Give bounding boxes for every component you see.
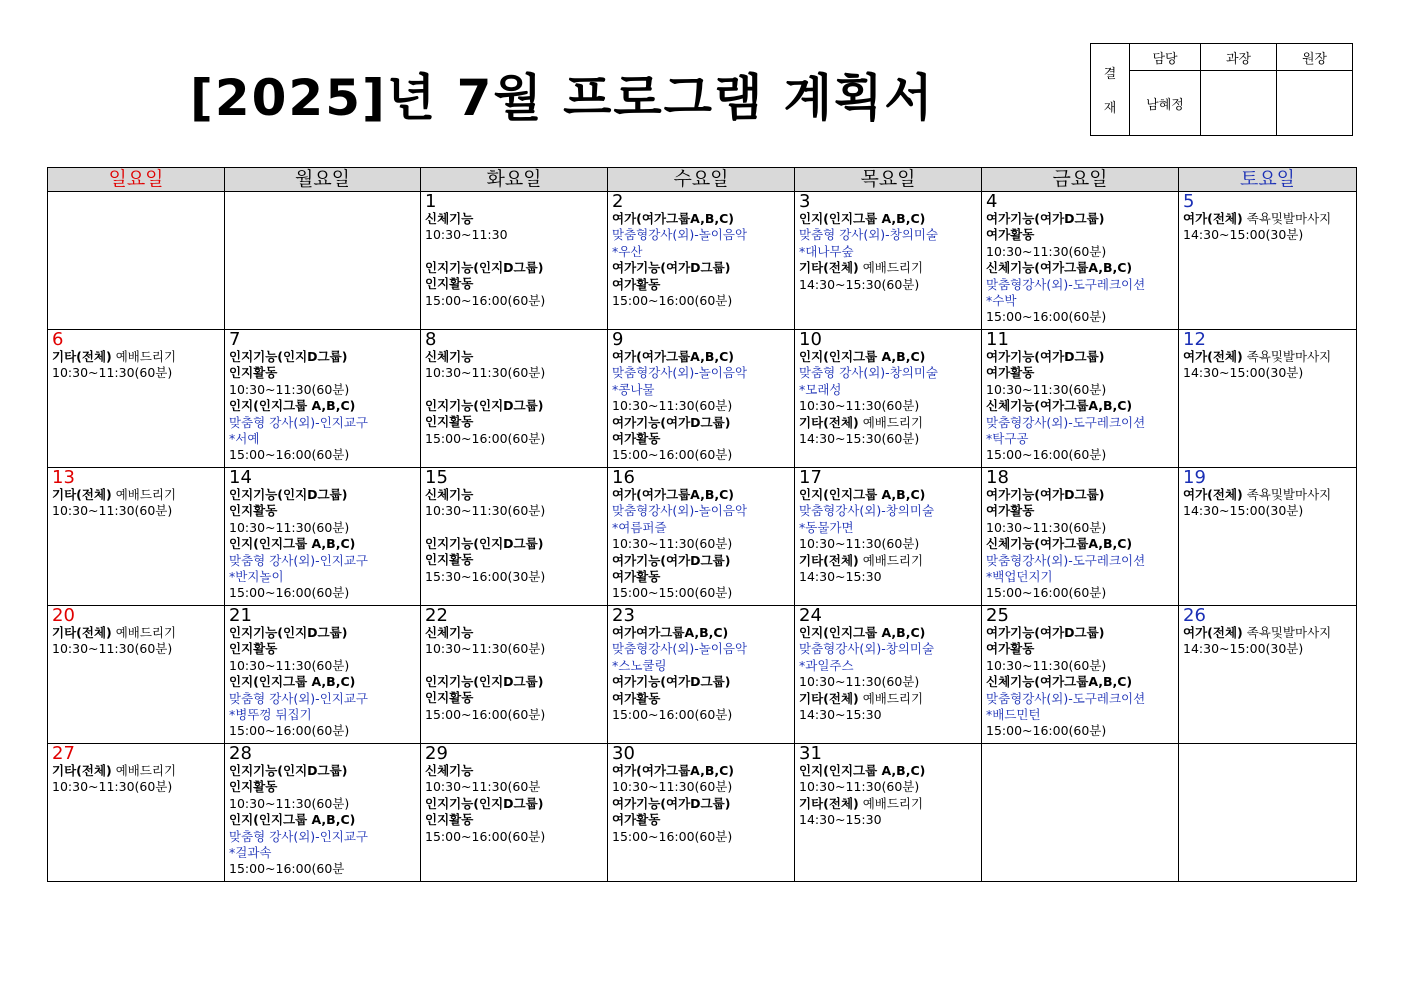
day-number: 16 [612, 467, 635, 488]
instructor-activity: 맞춤형강사(외)-창의미술 [799, 641, 935, 657]
program-category: 기타(전체) [799, 260, 859, 276]
day-number: 6 [52, 329, 64, 350]
program-category: 여가(전체) [1183, 487, 1243, 502]
approval-side-label [1091, 44, 1130, 136]
program-activity: 예배드리기 [111, 349, 177, 364]
program-label: 여가기능(여가D그룹) [986, 349, 1105, 364]
calendar-day-cell [48, 468, 225, 606]
program-label [799, 691, 977, 707]
program-label: 여가기능(여가D그룹) [612, 414, 731, 430]
program-label: 여가기능(여가D그룹) [986, 625, 1105, 640]
program-category: 기타(전체) [52, 487, 112, 502]
program-label: 여가(여가그룹A,B,C) [612, 763, 734, 778]
instructor-activity: 맞춤형 강사(외)-인지교구 [229, 828, 368, 844]
program-label: 여가활동 [986, 641, 1035, 657]
day-number: 19 [1183, 467, 1206, 488]
calendar-day-cell [982, 606, 1179, 744]
line-spacer [425, 382, 603, 398]
program-label [799, 415, 977, 431]
calendar-day-cell [421, 744, 608, 882]
weekday-monday: 월요일 [225, 168, 421, 192]
line-spacer [425, 520, 603, 536]
schedule-time: 10:30~11:30(60분) [52, 779, 173, 795]
program-label: 신체기능 [425, 763, 474, 778]
instructor-activity: 맞춤형 강사(외)-창의미술 [799, 365, 938, 381]
calendar-day-cell [795, 468, 982, 606]
calendar-day-cell [608, 606, 795, 744]
day-number: 4 [986, 191, 998, 212]
instructor-activity: *반지놀이 [229, 569, 284, 585]
program-label: 여가활동 [612, 812, 661, 828]
instructor-activity: *우산 [612, 243, 643, 259]
schedule-time: 15:00~16:00(60분) [229, 447, 350, 463]
schedule-time: 15:00~16:00(60분) [986, 723, 1107, 739]
instructor-activity: 맞춤형강사(외)-놀이음악 [612, 503, 748, 519]
program-label: 신체기능 [425, 349, 474, 364]
day-number: 24 [799, 605, 822, 626]
schedule-time: 10:30~11:30(60분) [229, 657, 350, 673]
program-category: 여가(전체) [1183, 211, 1243, 226]
calendar-day-cell [225, 744, 421, 882]
program-category: 기타(전체) [52, 349, 112, 364]
day-number: 7 [229, 329, 241, 350]
schedule-time: 15:00~16:00(60분) [612, 293, 733, 309]
day-number: 8 [425, 329, 437, 350]
calendar-day-cell [48, 192, 225, 330]
program-label: 인지(인지그룹 A,B,C) [799, 487, 926, 502]
program-label: 여가(여가그룹A,B,C) [612, 349, 734, 364]
day-number: 12 [1183, 329, 1206, 350]
schedule-time: 15:00~16:00(60분) [986, 447, 1107, 463]
calendar-week-row [48, 606, 1357, 744]
schedule-time: 14:30~15:30 [799, 707, 882, 723]
program-label: 인지활동 [425, 414, 474, 430]
instructor-activity: 맞춤형강사(외)-놀이음악 [612, 227, 748, 243]
calendar-day-cell [225, 192, 421, 330]
calendar-day-cell [1179, 744, 1357, 882]
program-label: 여가기능(여가D그룹) [612, 674, 731, 690]
schedule-time: 15:00~16:00(60분) [612, 828, 733, 844]
instructor-activity: *스노쿨링 [612, 657, 667, 673]
program-label: 인지(인지그룹 A,B,C) [799, 211, 926, 226]
program-label: 여가(여가그룹A,B,C) [612, 487, 734, 502]
weekday-header-row [48, 168, 1357, 192]
instructor-activity: 맞춤형강사(외)-도구레크이션 [986, 552, 1146, 568]
program-label: 인지(인지그룹 A,B,C) [799, 763, 926, 778]
program-label: 여가활동 [612, 690, 661, 706]
calendar-day-cell [982, 192, 1179, 330]
program-category: 기타(전체) [799, 795, 859, 811]
program-label: 인지활동 [425, 552, 474, 568]
schedule-time: 10:30~11:30 [425, 227, 508, 243]
program-label: 여가기능(여가D그룹) [612, 552, 731, 568]
program-label [1183, 211, 1352, 227]
schedule-time: 10:30~11:30(60분) [52, 641, 173, 657]
schedule-time: 15:00~16:00(60분) [986, 309, 1107, 325]
program-label: 인지(인지그룹 A,B,C) [799, 625, 926, 640]
instructor-activity: *걸과속 [229, 845, 272, 861]
day-number: 3 [799, 191, 811, 212]
day-number: 13 [52, 467, 75, 488]
schedule-time: 15:00~16:00(60분) [986, 585, 1107, 601]
schedule-time: 15:00~15:00(60분) [612, 585, 733, 601]
schedule-time: 10:30~11:30(60분) [229, 519, 350, 535]
calendar-table [47, 167, 1357, 882]
schedule-time: 15:00~16:00(60분) [425, 828, 546, 844]
program-label: 인지기능(인지D그룹) [425, 673, 544, 689]
calendar-day-cell [48, 330, 225, 468]
day-number: 1 [425, 191, 437, 212]
program-label [52, 763, 220, 779]
calendar-day-cell [225, 468, 421, 606]
weekday-friday: 금요일 [982, 168, 1179, 192]
approval-signature-manager: 남혜정 [1130, 71, 1201, 136]
instructor-activity: 맞춤형 강사(외)-창의미술 [799, 227, 938, 243]
instructor-activity: 맞춤형 강사(외)-인지교구 [229, 552, 368, 568]
program-label: 신체기능(여가그룹A,B,C) [986, 536, 1133, 552]
day-number: 23 [612, 605, 635, 626]
approval-header-section-chief: 과장 [1201, 44, 1277, 71]
instructor-activity: *수박 [986, 293, 1017, 309]
day-number: 26 [1183, 605, 1206, 626]
program-label: 인지기능(인지D그룹) [425, 535, 544, 551]
calendar-day-cell [1179, 606, 1357, 744]
program-label [1183, 349, 1352, 365]
program-label: 여가기능(여가D그룹) [986, 487, 1105, 502]
schedule-time: 14:30~15:30 [799, 812, 882, 828]
instructor-activity: *병뚜껑 뒤집기 [229, 707, 312, 723]
program-label: 여가기능(여가D그룹) [612, 795, 731, 811]
day-number: 21 [229, 605, 252, 626]
day-number: 11 [986, 329, 1009, 350]
program-category: 기타(전체) [52, 625, 112, 640]
schedule-time: 10:30~11:30(60분) [986, 519, 1107, 535]
program-label: 여가(여가그룹A,B,C) [612, 211, 734, 226]
schedule-time: 10:30~11:30(60분) [612, 779, 733, 795]
program-label: 인지기능(인지D그룹) [425, 795, 544, 811]
schedule-time: 14:30~15:00(30분) [1183, 365, 1304, 381]
instructor-activity: *백업던지기 [986, 569, 1053, 585]
instructor-activity: *서예 [229, 431, 260, 447]
day-number: 9 [612, 329, 624, 350]
schedule-time: 10:30~11:30(60분) [612, 398, 733, 414]
weekday-saturday: 토요일 [1179, 168, 1357, 192]
program-category: 기타(전체) [799, 552, 859, 568]
schedule-time: 14:30~15:00(30분) [1183, 227, 1304, 243]
program-label [52, 625, 220, 641]
approval-side-label-1: 결 [1103, 67, 1117, 82]
schedule-time: 10:30~11:30(60분) [52, 365, 173, 381]
calendar-day-cell [795, 606, 982, 744]
program-label: 인지활동 [425, 812, 474, 828]
schedule-time: 10:30~11:30(60분) [799, 779, 920, 795]
program-label: 인지활동 [425, 690, 474, 706]
program-label: 여가활동 [986, 503, 1035, 519]
program-activity: 예배드리기 [111, 625, 177, 640]
program-label: 여가활동 [986, 365, 1035, 381]
schedule-time: 10:30~11:30(60분) [229, 381, 350, 397]
program-activity: 족욕및발마사지 [1242, 349, 1332, 364]
calendar-day-cell [1179, 192, 1357, 330]
document-title: [2025]년 7월 프로그램 계획서 [190, 69, 935, 127]
calendar-day-cell [608, 468, 795, 606]
schedule-time: 14:30~15:00(30분) [1183, 503, 1304, 519]
schedule-time: 10:30~11:30(60분) [799, 536, 920, 552]
instructor-activity: *배드민턴 [986, 707, 1041, 723]
schedule-time: 14:30~15:30(60분) [799, 276, 920, 292]
program-category: 여가(전체) [1183, 625, 1243, 640]
schedule-time: 15:00~16:00(60분) [425, 430, 546, 446]
schedule-time: 15:00~16:00(60분) [229, 585, 350, 601]
line-spacer [425, 658, 603, 674]
approval-signature-director [1277, 71, 1353, 136]
program-label: 인지기능(인지D그룹) [229, 487, 348, 502]
schedule-time: 10:30~11:30(60분) [799, 674, 920, 690]
program-label: 인지활동 [425, 276, 474, 292]
program-label: 신체기능(여가그룹A,B,C) [986, 398, 1133, 414]
approval-header-director: 원장 [1277, 44, 1353, 71]
program-category: 여가(전체) [1183, 349, 1243, 364]
calendar-day-cell [225, 330, 421, 468]
program-label: 여가활동 [612, 569, 661, 585]
day-number: 5 [1183, 191, 1195, 212]
program-label: 인지기능(인지D그룹) [229, 625, 348, 640]
schedule-time: 14:30~15:30 [799, 569, 882, 585]
program-label: 인지(인지그룹 A,B,C) [229, 674, 356, 690]
program-label: 신체기능(여가그룹A,B,C) [986, 674, 1133, 690]
day-number: 10 [799, 329, 822, 350]
schedule-time: 14:30~15:30(60분) [799, 431, 920, 447]
program-label: 인지기능(인지D그룹) [425, 259, 544, 275]
schedule-time: 15:00~16:00(60분) [425, 292, 546, 308]
instructor-activity: 맞춤형 강사(외)-인지교구 [229, 414, 368, 430]
day-number: 18 [986, 467, 1009, 488]
schedule-time: 10:30~11:30(60분) [425, 365, 546, 381]
calendar-day-cell [1179, 468, 1357, 606]
calendar-week-row [48, 744, 1357, 882]
program-label [799, 796, 977, 812]
program-label: 인지(인지그룹 A,B,C) [229, 398, 356, 414]
schedule-time: 10:30~11:30(60분) [229, 795, 350, 811]
program-label: 인지기능(인지D그룹) [425, 397, 544, 413]
weekday-sunday: 일요일 [48, 168, 225, 192]
calendar-week-row [48, 330, 1357, 468]
approval-box [1090, 43, 1353, 136]
program-label: 여가여가그룹A,B,C) [612, 625, 729, 640]
day-number: 29 [425, 743, 448, 764]
instructor-activity: 맞춤형 강사(외)-인지교구 [229, 690, 368, 706]
schedule-time: 10:30~11:30(60분) [425, 641, 546, 657]
program-label: 신체기능 [425, 211, 474, 226]
schedule-time: 10:30~11:30(60분) [612, 536, 733, 552]
day-number: 31 [799, 743, 822, 764]
program-category: 기타(전체) [799, 690, 859, 706]
schedule-time: 10:30~11:30(60분) [425, 503, 546, 519]
approval-signature-section-chief [1201, 71, 1277, 136]
schedule-time: 10:30~11:30(60분) [799, 398, 920, 414]
calendar-day-cell [48, 744, 225, 882]
schedule-time: 10:30~11:30(60분) [986, 381, 1107, 397]
day-number: 30 [612, 743, 635, 764]
calendar-day-cell [795, 330, 982, 468]
calendar-day-cell [608, 192, 795, 330]
instructor-activity: *콩나물 [612, 381, 655, 397]
day-number: 22 [425, 605, 448, 626]
program-label [52, 349, 220, 365]
weekday-wednesday: 수요일 [608, 168, 795, 192]
approval-header-manager: 담당 [1130, 44, 1201, 71]
day-number: 14 [229, 467, 252, 488]
program-category: 기타(전체) [52, 763, 112, 778]
instructor-activity: 맞춤형강사(외)-놀이음악 [612, 365, 748, 381]
instructor-activity: 맞춤형강사(외)-도구레크이션 [986, 690, 1146, 706]
program-label: 여가기능(여가D그룹) [986, 211, 1105, 226]
calendar-day-cell [608, 744, 795, 882]
program-label: 인지활동 [229, 641, 278, 657]
instructor-activity: 맞춤형강사(외)-도구레크이션 [986, 276, 1146, 292]
schedule-time: 15:00~16:00(60분) [229, 723, 350, 739]
program-activity: 족욕및발마사지 [1242, 211, 1332, 226]
calendar-week-row [48, 192, 1357, 330]
program-activity: 예배드리기 [858, 795, 924, 811]
calendar-day-cell [421, 192, 608, 330]
instructor-activity: *동물가면 [799, 519, 854, 535]
day-number: 15 [425, 467, 448, 488]
instructor-activity: *여름퍼즐 [612, 519, 667, 535]
schedule-time: 15:00~16:00(60분 [229, 861, 345, 877]
calendar-day-cell [421, 468, 608, 606]
program-category: 기타(전체) [799, 414, 859, 430]
calendar-day-cell [48, 606, 225, 744]
instructor-activity: *모래성 [799, 381, 842, 397]
calendar-body [48, 192, 1357, 882]
schedule-time: 15:00~16:00(60분) [612, 447, 733, 463]
program-label: 인지(인지그룹 A,B,C) [229, 812, 356, 828]
day-number: 2 [612, 191, 624, 212]
approval-side-label-2: 재 [1103, 101, 1117, 116]
instructor-activity: 맞춤형강사(외)-도구레크이션 [986, 414, 1146, 430]
schedule-time: 10:30~11:30(60분 [425, 779, 541, 795]
program-label: 인지(인지그룹 A,B,C) [799, 349, 926, 364]
calendar-day-cell [982, 330, 1179, 468]
program-label: 신체기능 [425, 625, 474, 640]
calendar-week-row [48, 468, 1357, 606]
program-label: 인지활동 [229, 365, 278, 381]
program-label: 인지(인지그룹 A,B,C) [229, 536, 356, 552]
program-label: 인지기능(인지D그룹) [229, 763, 348, 778]
calendar-day-cell [982, 744, 1179, 882]
instructor-activity: *탁구공 [986, 431, 1029, 447]
schedule-time: 15:00~16:00(60분) [425, 706, 546, 722]
day-number: 17 [799, 467, 822, 488]
program-label [799, 553, 977, 569]
program-activity: 예배드리기 [111, 763, 177, 778]
instructor-activity: *대나무숲 [799, 243, 854, 259]
instructor-activity: *과일주스 [799, 657, 854, 673]
instructor-activity: 맞춤형강사(외)-창의미술 [799, 503, 935, 519]
program-label: 여가활동 [612, 276, 661, 292]
calendar-day-cell [608, 330, 795, 468]
schedule-time: 10:30~11:30(60분) [52, 503, 173, 519]
instructor-activity: 맞춤형강사(외)-놀이음악 [612, 641, 748, 657]
program-label: 신체기능(여가그룹A,B,C) [986, 260, 1133, 276]
program-activity: 예배드리기 [858, 690, 924, 706]
program-activity: 예배드리기 [858, 414, 924, 430]
calendar-day-cell [421, 330, 608, 468]
program-label [799, 260, 977, 276]
program-activity: 예배드리기 [858, 260, 924, 276]
schedule-time: 15:30~16:00(30분) [425, 568, 546, 584]
schedule-time: 10:30~11:30(60분) [986, 243, 1107, 259]
program-activity: 예배드리기 [858, 552, 924, 568]
day-number: 27 [52, 743, 75, 764]
calendar-day-cell [1179, 330, 1357, 468]
calendar-day-cell [225, 606, 421, 744]
calendar-day-cell [982, 468, 1179, 606]
program-label: 인지활동 [229, 503, 278, 519]
program-label: 여가활동 [986, 227, 1035, 243]
schedule-time: 15:00~16:00(60분) [612, 707, 733, 723]
program-label [1183, 625, 1352, 641]
program-label: 여가기능(여가D그룹) [612, 260, 731, 276]
schedule-time: 10:30~11:30(60분) [986, 657, 1107, 673]
program-label: 인지활동 [229, 779, 278, 795]
program-label [52, 487, 220, 503]
schedule-time: 14:30~15:00(30분) [1183, 641, 1304, 657]
calendar-day-cell [421, 606, 608, 744]
program-label [1183, 487, 1352, 503]
weekday-thursday: 목요일 [795, 168, 982, 192]
line-spacer [425, 244, 603, 260]
calendar-day-cell [795, 744, 982, 882]
program-activity: 예배드리기 [111, 487, 177, 502]
calendar-day-cell [795, 192, 982, 330]
program-label: 여가활동 [612, 431, 661, 447]
weekday-tuesday: 화요일 [421, 168, 608, 192]
day-number: 20 [52, 605, 75, 626]
program-activity: 족욕및발마사지 [1242, 625, 1332, 640]
day-number: 28 [229, 743, 252, 764]
program-activity: 족욕및발마사지 [1242, 487, 1332, 502]
day-number: 25 [986, 605, 1009, 626]
program-label: 신체기능 [425, 487, 474, 502]
program-label: 인지기능(인지D그룹) [229, 349, 348, 364]
